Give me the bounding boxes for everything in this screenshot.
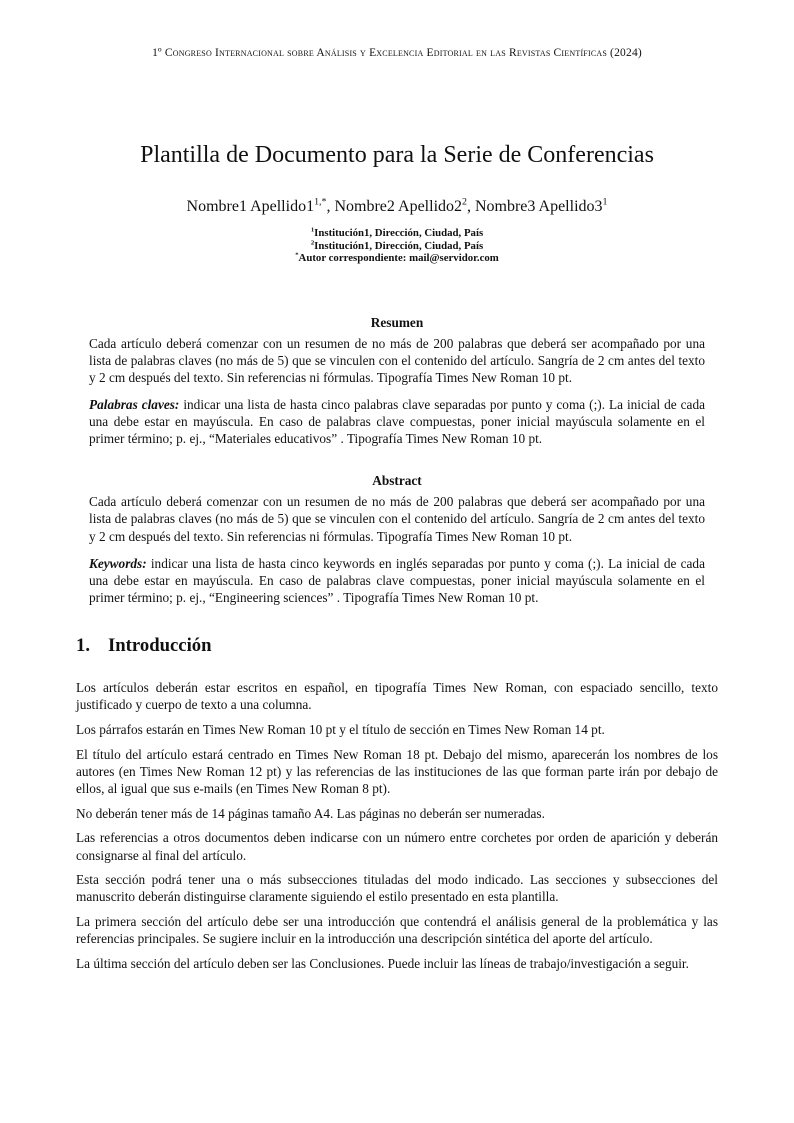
author-2-name: Nombre2 Apellido2 [334, 198, 463, 215]
affiliations [76, 227, 718, 265]
author-1-name: Nombre1 Apellido1 [186, 198, 315, 215]
author-separator: , [466, 198, 475, 215]
section-1-heading [76, 634, 718, 657]
author-3-superscript: 1 [602, 196, 608, 208]
keywords-label: Keywords: [89, 555, 147, 571]
corresponding-author-marker: * [295, 251, 299, 259]
paper-title: Plantilla de Documento para la Serie de Conferencias [140, 142, 654, 168]
palabras-claves-label: Palabras claves: [89, 397, 180, 413]
resumen-text: Cada artículo deberá comenzar con un resumen de no más de 200 palabras que deberá ser acompañado por una lista de palabras claves (no más de 5) que se vinculen con el contenido del artículo. Sangría de 2 cm antes del texto y 2 cm después del texto. Sin referencias ni fórmulas. Tipografía Times New Roman 10 pt. [89, 335, 705, 385]
palabras-claves-paragraph [89, 396, 705, 447]
intro-paragraph-7: La primera sección del artículo debe ser una introducción que contendrá el análisis general de la problemática y las referencias principales. Se sugiere incluir en la introducción una descripción sintética del aporte del artículo. [76, 914, 718, 947]
abstract-text: Cada artículo deberá comenzar con un resumen de no más de 200 palabras que deberá ser acompañado por una lista de palabras claves (no más de 5) que se vinculen con el contenido del artículo. Sangría de 2 cm antes del texto y 2 cm después del texto. Sin referencias ni fórmulas. Tipografía Times New Roman 10 pt. [89, 494, 705, 544]
intro-paragraph-2: Los párrafos estarán en Times New Roman 10 pt y el título de sección en Times New Roman 14 pt. [76, 721, 605, 737]
section-1-title: Introducción [108, 634, 212, 656]
keywords-text: indicar una lista de hasta cinco keywords en inglés separadas por punto y coma (;). La inicial de cada una debe estar en mayúscula. En caso de palabras clave compuestas, poner inicial mayúscula solamente en el primer término; p. ej., “Engineering sciences” . Tipografía Times New Roman 10 pt. [89, 555, 705, 605]
abstract-section [76, 473, 718, 606]
intro-paragraph-8: La última sección del artículo deben ser las Conclusiones. Puede incluir las líneas de trabajo/investigación a seguir. [76, 956, 689, 972]
affiliation-line-2 [76, 240, 718, 253]
author-1-superscript: 1,* [314, 196, 327, 208]
corresponding-author-text: Autor correspondiente: mail@servidor.com [298, 252, 499, 265]
affiliation-1-marker: 1 [310, 226, 315, 234]
intro-paragraph-4: No deberán tener más de 14 páginas tamaño A4. Las páginas no deberán ser numeradas. [76, 805, 545, 821]
resumen-section [76, 315, 718, 448]
author-2-superscript: 2 [462, 196, 467, 208]
author-3-name: Nombre3 Apellido3 [474, 198, 603, 215]
author-3 [475, 198, 608, 215]
intro-paragraph-3: El título del artículo estará centrado en Times New Roman 18 pt. Debajo del mismo, aparecerán los nombres de los autores (en Times New Roman 12 pt) y las referencias de las instituciones de las que forman parte irán por debajo de ellos, al igual que sus e-mails (en Times New Roman 8 pt). [76, 746, 718, 796]
abstract-heading: Abstract [372, 473, 422, 489]
section-1-number: 1. [76, 634, 91, 656]
author-2 [334, 198, 475, 215]
intro-paragraph-1: Los artículos deberán estar escritos en español, en tipografía Times New Roman, con espaciado sencillo, texto justificado y cuerpo de texto a una columna. [76, 679, 718, 713]
author-1 [187, 198, 335, 215]
author-separator: , [326, 198, 335, 215]
palabras-claves-text: indicar una lista de hasta cinco palabras clave separadas por punto y coma (;). La inicial de cada una debe estar en mayúscula. En caso de palabras clave compuestas, poner inicial mayúscula solamente en el primer término; p. ej., “Materiales educativos” . Tipografía Times New Roman 10 pt. [89, 397, 705, 447]
affiliation-2-marker: 2 [310, 239, 315, 246]
conference-header: 1º Congreso Internacional sobre Análisis y Excelencia Editorial en las Revistas Científicas (2024) [152, 47, 642, 59]
resumen-heading: Resumen [370, 314, 424, 330]
affiliation-1-text: Institución1, Dirección, Ciudad, País [314, 227, 484, 239]
intro-paragraph-6: Esta sección podrá tener una o más subsecciones tituladas del modo indicado. Las secciones y subsecciones del manuscrito deberán distinguirse claramente siguiendo el estilo presentado en esta plantilla. [76, 872, 718, 905]
affiliation-line-1 [76, 227, 718, 240]
keywords-paragraph [89, 555, 705, 606]
affiliation-2-text: Institución1, Dirección, Ciudad, País [314, 239, 484, 252]
introduction-body [76, 679, 718, 972]
intro-paragraph-5: Las referencias a otros documentos deben indicarse con un número entre corchetes por orden de aparición y deberán consignarse al final del artículo. [76, 830, 718, 863]
authors-line [76, 197, 718, 217]
corresponding-author-line [76, 252, 718, 265]
